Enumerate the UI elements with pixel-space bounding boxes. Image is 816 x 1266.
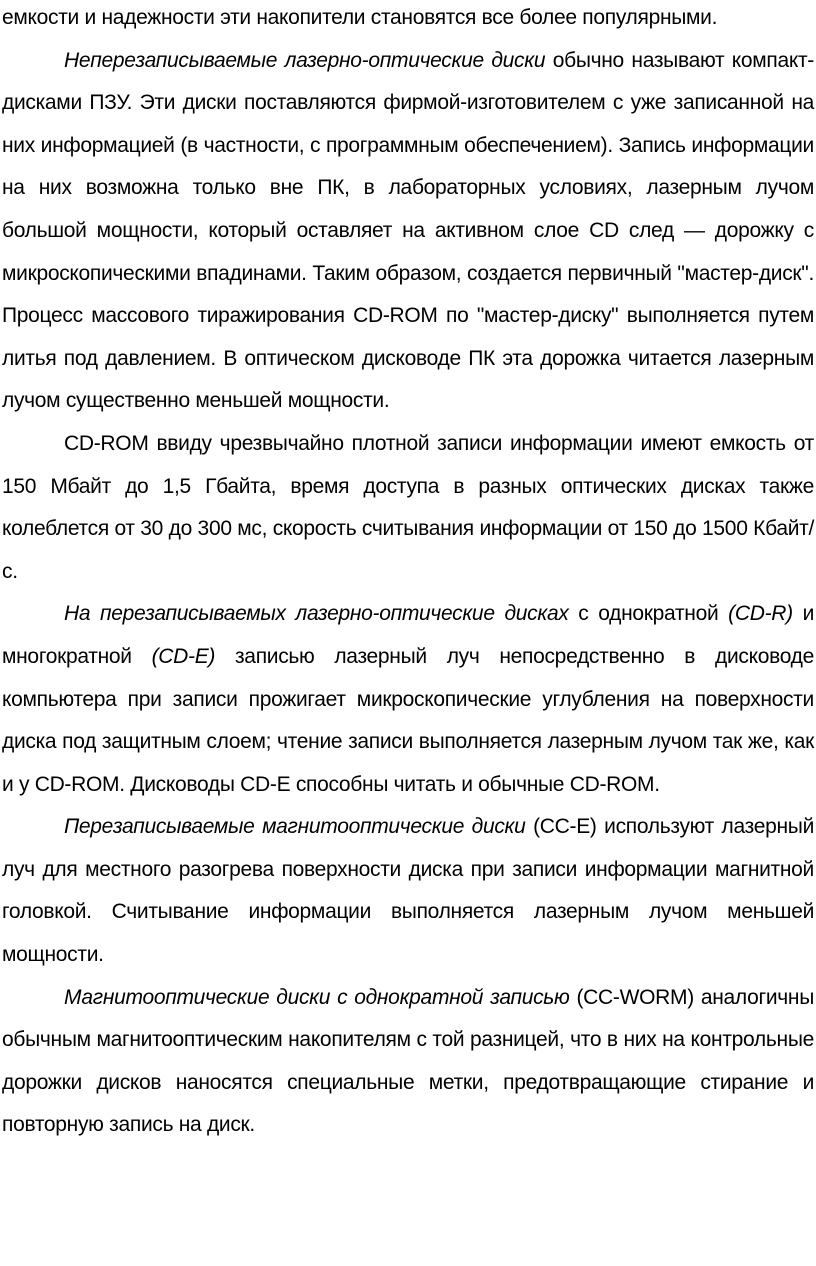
- paragraph-text: (CC-E) используют лазерный луч для местного разогрева поверхности диска при записи информации магнитной головкой. Считывание информации выполняется лазерным лучом меньшей мощности.: [2, 815, 815, 967]
- paragraph-text: (CC-WORM) аналогичны обычным магнитооптическим накопителям с той разницей, что в них на контрольные дорожки дисков наносятся специальные метки, предотвращающие стирание и повторную запись на диск.: [2, 985, 814, 1137]
- paragraph-continuation: [2, 0, 814, 40]
- paragraph-text: с однократной: [568, 602, 729, 626]
- paragraph-text: и многократной: [2, 602, 815, 668]
- paragraph-cdrom-specs: [2, 423, 814, 593]
- paragraph-text: CD-ROM ввиду чрезвычайно плотной записи информации имеют емкость от 150 Мбайт до 1,5 Гбайта, время доступа в разных оптических дисках также колеблется от 30 до 300 мс, скорость считывания информации от 150 до 1500 Кбайт/с.: [2, 431, 814, 583]
- paragraph-magneto-optical-worm: [2, 977, 814, 1147]
- paragraph-text: обычно называют компакт-дисками ПЗУ. Эти диски поставляются фирмой-изготовителем с уже записанной на них информацией (в частности, с программным обеспечением). Запись информации на них возможна только вне ПК, в лабораторных условиях, лазерным лучом большой мощности, который оставляет на активном слое CD след — дорожку с микроскопическими впадинами. Таким образом, создается первичный "мастер-диск". Процесс массового тиражирования CD-ROM по "мастер-диску" выполняется путем литья под давлением. В оптическом дисководе ПК эта дорожка читается лазерным лучом существенно меньшей мощности.: [2, 48, 814, 413]
- term-italic: Перезаписываемые магнитооптические диски: [64, 815, 526, 839]
- term-italic: Магнитооптические диски с однократной записью: [64, 985, 570, 1009]
- paragraph-text: емкости и надежности эти накопители становятся все более популярными.: [2, 6, 718, 29]
- paragraph-nonrewritable-discs: [2, 40, 814, 423]
- paragraph-magneto-optical-rewritable: [2, 806, 814, 976]
- term-italic: Неперезаписываемые лазерно-оптические диски: [64, 48, 546, 72]
- term-italic: (CD-E): [151, 644, 216, 668]
- term-italic: На перезаписываемых лазерно-оптические дисках: [64, 602, 569, 626]
- paragraph-text: записью лазерный луч непосредственно в дисководе компьютера при записи прожигает микроскопические углубления на поверхности диска под защитным слоем; чтение записи выполняется лазерным лучом так же, как и у CD-ROM. Дисководы CD-E способны читать и обычные CD-ROM.: [2, 644, 814, 796]
- term-italic: (CD-R): [728, 602, 793, 626]
- paragraph-rewritable-laser-discs: [2, 593, 814, 806]
